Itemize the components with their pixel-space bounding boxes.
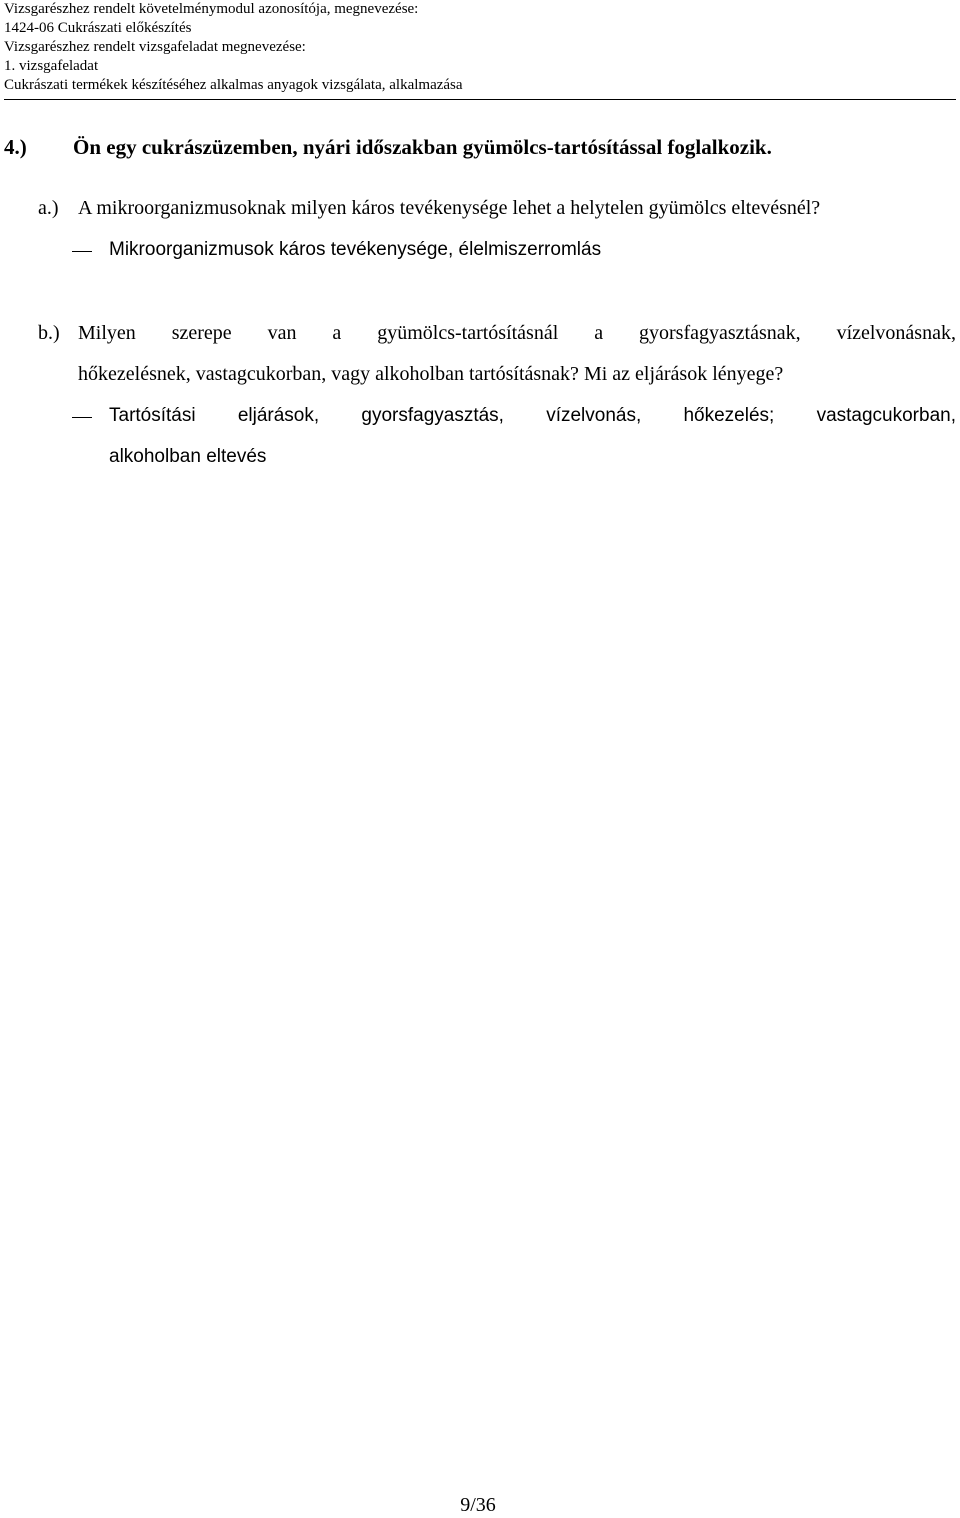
question-b-word: Milyen <box>78 322 136 344</box>
question-b-line1-words <box>78 320 956 346</box>
page-footer <box>0 1494 960 1516</box>
task-text: Ön egy cukrászüzemben, nyári időszakban gyümölcs-tartósítással foglalkozik. <box>73 135 772 159</box>
answer-a: Mikroorganizmusok káros tevékenysége, élelmiszerromlás <box>109 239 602 260</box>
answer-b-word: Tartósítási <box>109 405 196 426</box>
question-a-letter: a.) <box>38 197 59 219</box>
question-a-text: A mikroorganizmusoknak milyen káros tevékenysége lehet a helytelen gyümölcs eltevésnél? <box>78 197 821 219</box>
answer-b-word: hőkezelés; <box>683 405 775 426</box>
header-module-name: 1424-06 Cukrászati előkészítés <box>4 20 192 36</box>
task-heading <box>4 134 772 160</box>
task-number: 4.) <box>4 135 27 159</box>
answer-a-dash <box>72 251 92 252</box>
question-b-word: a <box>332 322 342 344</box>
question-b <box>38 320 956 346</box>
header-module-label: Vizsgarészhez rendelt követelménymodul azonosítója, megnevezése: <box>4 1 419 17</box>
answer-b-line2: alkoholban eltevés <box>109 446 267 467</box>
answer-b-dash <box>72 417 92 418</box>
question-b-word: van <box>267 322 297 344</box>
header-task-number: 1. vizsgafeladat <box>4 58 99 74</box>
header-task-label: Vizsgarészhez rendelt vizsgafeladat megnevezése: <box>4 39 306 55</box>
question-b-word: vízelvonásnak, <box>836 322 956 344</box>
header-rule <box>4 99 956 100</box>
question-b-line2: hőkezelésnek, vastagcukorban, vagy alkoholban tartósításnak? Mi az eljárások lényege? <box>78 363 784 385</box>
answer-b-word: vastagcukorban, <box>816 405 956 426</box>
page-number: 9/36 <box>460 1494 496 1516</box>
answer-b-line1 <box>109 403 956 429</box>
answer-b-word: gyorsfagyasztás, <box>361 405 504 426</box>
question-b-word: a <box>594 322 604 344</box>
answer-b-word: vízelvonás, <box>546 405 642 426</box>
question-a <box>38 195 820 221</box>
question-b-word: gyümölcs-tartósításnál <box>377 322 559 344</box>
answer-b-line1-words <box>109 403 956 429</box>
header-task-name: Cukrászati termékek készítéséhez alkalmas anyagok vizsgálata, alkalmazása <box>4 77 463 93</box>
answer-b-word: eljárások, <box>237 405 320 426</box>
question-b-line1 <box>38 320 956 346</box>
question-b-letter: b.) <box>38 322 60 344</box>
question-b-word: gyorsfagyasztásnak, <box>639 322 801 344</box>
question-b-word: szerepe <box>171 322 232 344</box>
running-header <box>4 0 956 100</box>
